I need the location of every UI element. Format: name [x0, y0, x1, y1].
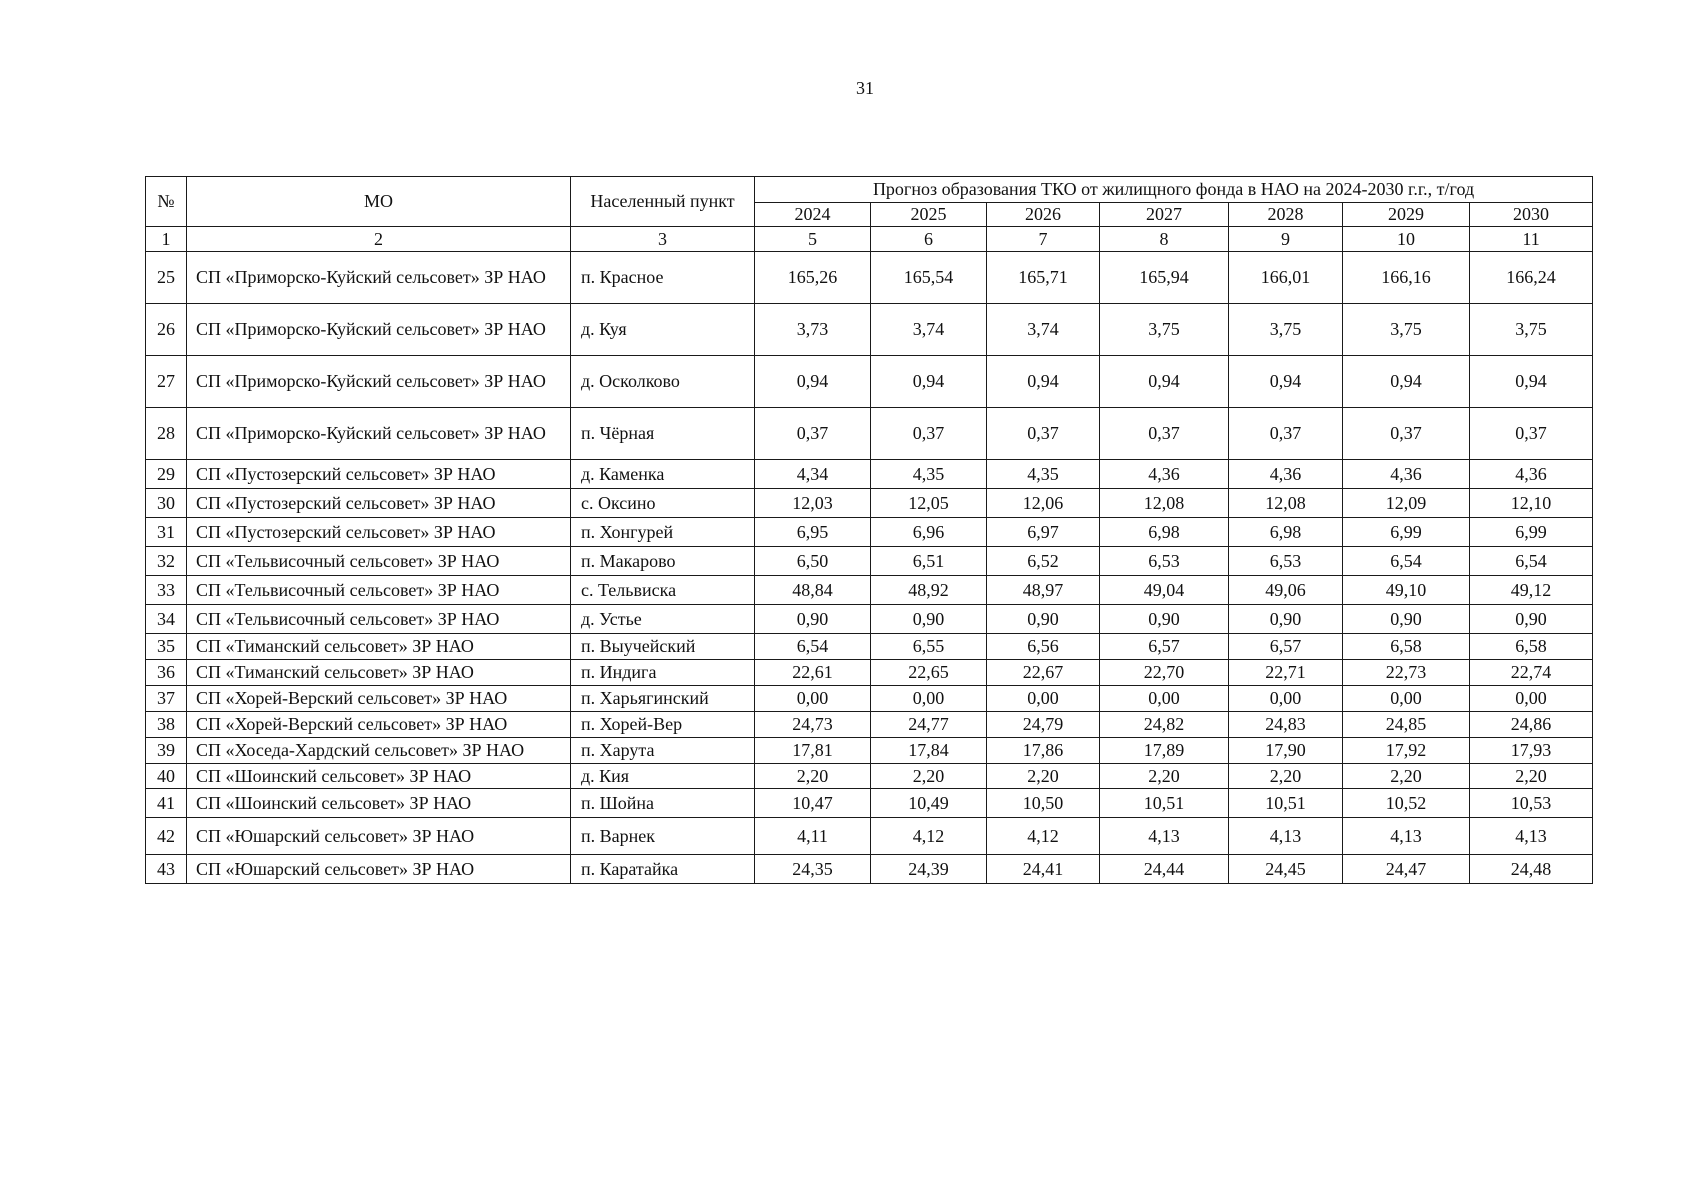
- forecast-value-cell: 2,20: [1229, 764, 1343, 789]
- page-number: 31: [856, 78, 874, 98]
- forecast-value-cell: 2,20: [1100, 764, 1229, 789]
- row-number: 32: [146, 547, 187, 576]
- forecast-value-cell: 0,90: [1470, 605, 1593, 634]
- municipality-cell: СП «Хорей-Верский сельсовет» ЗР НАО: [187, 712, 571, 738]
- forecast-value-cell: 3,75: [1100, 304, 1229, 356]
- forecast-value-cell: 165,71: [987, 252, 1100, 304]
- forecast-value-cell: 10,50: [987, 789, 1100, 818]
- forecast-value-cell: 6,56: [987, 634, 1100, 660]
- forecast-value-cell: 166,16: [1343, 252, 1470, 304]
- table-row: [146, 252, 1593, 304]
- row-number: 30: [146, 489, 187, 518]
- header-num: №: [146, 177, 187, 227]
- forecast-value-cell: 10,53: [1470, 789, 1593, 818]
- forecast-value-cell: 49,06: [1229, 576, 1343, 605]
- row-number: 25: [146, 252, 187, 304]
- municipality-cell: СП «Пустозерский сельсовет» ЗР НАО: [187, 489, 571, 518]
- column-index: 7: [987, 227, 1100, 252]
- forecast-value-cell: 24,83: [1229, 712, 1343, 738]
- column-index: 3: [571, 227, 755, 252]
- forecast-value-cell: 4,36: [1343, 460, 1470, 489]
- forecast-value-cell: 6,97: [987, 518, 1100, 547]
- locality-cell: п. Выучейский: [571, 634, 755, 660]
- forecast-value-cell: 3,75: [1470, 304, 1593, 356]
- table-row: [146, 408, 1593, 460]
- municipality-cell: СП «Приморско-Куйский сельсовет» ЗР НАО: [187, 356, 571, 408]
- header-year: 2025: [871, 203, 987, 227]
- forecast-value-cell: 0,37: [755, 408, 871, 460]
- forecast-value-cell: 4,13: [1229, 818, 1343, 855]
- table-header: [146, 177, 1593, 227]
- header-mo: МО: [187, 177, 571, 227]
- municipality-cell: СП «Шоинский сельсовет» ЗР НАО: [187, 764, 571, 789]
- forecast-value-cell: 12,03: [755, 489, 871, 518]
- forecast-value-cell: 17,93: [1470, 738, 1593, 764]
- forecast-value-cell: 6,99: [1470, 518, 1593, 547]
- forecast-value-cell: 48,97: [987, 576, 1100, 605]
- row-number: 28: [146, 408, 187, 460]
- forecast-value-cell: 6,98: [1229, 518, 1343, 547]
- column-index: 9: [1229, 227, 1343, 252]
- municipality-cell: СП «Тельвисочный сельсовет» ЗР НАО: [187, 605, 571, 634]
- forecast-value-cell: 6,98: [1100, 518, 1229, 547]
- forecast-value-cell: 24,77: [871, 712, 987, 738]
- table-row: [146, 789, 1593, 818]
- forecast-value-cell: 10,49: [871, 789, 987, 818]
- row-number: 34: [146, 605, 187, 634]
- forecast-value-cell: 49,04: [1100, 576, 1229, 605]
- forecast-value-cell: 12,10: [1470, 489, 1593, 518]
- forecast-value-cell: 6,58: [1343, 634, 1470, 660]
- locality-cell: д. Куя: [571, 304, 755, 356]
- row-number: 39: [146, 738, 187, 764]
- forecast-value-cell: 6,95: [755, 518, 871, 547]
- locality-cell: д. Каменка: [571, 460, 755, 489]
- municipality-cell: СП «Хорей-Верский сельсовет» ЗР НАО: [187, 686, 571, 712]
- column-index: 11: [1470, 227, 1593, 252]
- forecast-value-cell: 22,67: [987, 660, 1100, 686]
- header-year: 2024: [755, 203, 871, 227]
- forecast-value-cell: 24,85: [1343, 712, 1470, 738]
- forecast-value-cell: 4,36: [1229, 460, 1343, 489]
- table-row: [146, 660, 1593, 686]
- forecast-value-cell: 6,52: [987, 547, 1100, 576]
- header-year: 2029: [1343, 203, 1470, 227]
- forecast-value-cell: 24,41: [987, 855, 1100, 884]
- locality-cell: п. Хорей-Вер: [571, 712, 755, 738]
- municipality-cell: СП «Пустозерский сельсовет» ЗР НАО: [187, 460, 571, 489]
- row-number: 42: [146, 818, 187, 855]
- table-body: [146, 227, 1593, 884]
- forecast-value-cell: 12,08: [1100, 489, 1229, 518]
- forecast-value-cell: 4,36: [1100, 460, 1229, 489]
- forecast-value-cell: 0,90: [871, 605, 987, 634]
- forecast-value-cell: 24,86: [1470, 712, 1593, 738]
- header-locality: Населенный пункт: [571, 177, 755, 227]
- forecast-value-cell: 3,75: [1229, 304, 1343, 356]
- forecast-value-cell: 165,54: [871, 252, 987, 304]
- table-row: [146, 855, 1593, 884]
- municipality-cell: СП «Приморско-Куйский сельсовет» ЗР НАО: [187, 408, 571, 460]
- row-number: 27: [146, 356, 187, 408]
- forecast-value-cell: 0,90: [755, 605, 871, 634]
- column-index: 1: [146, 227, 187, 252]
- forecast-value-cell: 22,70: [1100, 660, 1229, 686]
- forecast-value-cell: 17,90: [1229, 738, 1343, 764]
- locality-cell: п. Хонгурей: [571, 518, 755, 547]
- forecast-value-cell: 0,94: [1470, 356, 1593, 408]
- forecast-value-cell: 0,37: [1229, 408, 1343, 460]
- forecast-value-cell: 4,36: [1470, 460, 1593, 489]
- row-number: 43: [146, 855, 187, 884]
- row-number: 38: [146, 712, 187, 738]
- table-row: [146, 576, 1593, 605]
- forecast-value-cell: 22,74: [1470, 660, 1593, 686]
- forecast-value-cell: 4,34: [755, 460, 871, 489]
- forecast-value-cell: 0,94: [1229, 356, 1343, 408]
- municipality-cell: СП «Шоинский сельсовет» ЗР НАО: [187, 789, 571, 818]
- forecast-value-cell: 17,81: [755, 738, 871, 764]
- forecast-value-cell: 0,37: [1100, 408, 1229, 460]
- table-row: [146, 818, 1593, 855]
- table-row: [146, 489, 1593, 518]
- forecast-value-cell: 24,45: [1229, 855, 1343, 884]
- forecast-value-cell: 4,35: [871, 460, 987, 489]
- header-year: 2030: [1470, 203, 1593, 227]
- forecast-value-cell: 0,37: [871, 408, 987, 460]
- table-row: [146, 605, 1593, 634]
- locality-cell: с. Оксино: [571, 489, 755, 518]
- forecast-value-cell: 0,37: [1343, 408, 1470, 460]
- forecast-value-cell: 0,90: [987, 605, 1100, 634]
- forecast-value-cell: 17,84: [871, 738, 987, 764]
- tko-forecast-table: [145, 176, 1593, 884]
- forecast-value-cell: 0,00: [755, 686, 871, 712]
- forecast-value-cell: 24,48: [1470, 855, 1593, 884]
- forecast-value-cell: 0,00: [1470, 686, 1593, 712]
- forecast-value-cell: 49,12: [1470, 576, 1593, 605]
- locality-cell: п. Красное: [571, 252, 755, 304]
- municipality-cell: СП «Юшарский сельсовет» ЗР НАО: [187, 855, 571, 884]
- forecast-value-cell: 0,00: [1100, 686, 1229, 712]
- forecast-value-cell: 166,01: [1229, 252, 1343, 304]
- locality-cell: п. Харьягинский: [571, 686, 755, 712]
- forecast-value-cell: 6,54: [1343, 547, 1470, 576]
- column-index: 10: [1343, 227, 1470, 252]
- forecast-value-cell: 6,57: [1100, 634, 1229, 660]
- table-row: [146, 764, 1593, 789]
- forecast-value-cell: 24,82: [1100, 712, 1229, 738]
- forecast-value-cell: 0,94: [1100, 356, 1229, 408]
- forecast-value-cell: 0,94: [755, 356, 871, 408]
- forecast-value-cell: 2,20: [1470, 764, 1593, 789]
- municipality-cell: СП «Тельвисочный сельсовет» ЗР НАО: [187, 547, 571, 576]
- table-row: [146, 304, 1593, 356]
- header-year: 2026: [987, 203, 1100, 227]
- forecast-value-cell: 12,06: [987, 489, 1100, 518]
- forecast-value-cell: 0,94: [871, 356, 987, 408]
- municipality-cell: СП «Приморско-Куйский сельсовет» ЗР НАО: [187, 252, 571, 304]
- forecast-value-cell: 2,20: [1343, 764, 1470, 789]
- forecast-value-cell: 24,73: [755, 712, 871, 738]
- forecast-value-cell: 6,99: [1343, 518, 1470, 547]
- forecast-value-cell: 24,79: [987, 712, 1100, 738]
- forecast-value-cell: 3,74: [871, 304, 987, 356]
- municipality-cell: СП «Тиманский сельсовет» ЗР НАО: [187, 634, 571, 660]
- forecast-value-cell: 24,39: [871, 855, 987, 884]
- forecast-value-cell: 3,73: [755, 304, 871, 356]
- forecast-value-cell: 6,51: [871, 547, 987, 576]
- forecast-value-cell: 4,13: [1100, 818, 1229, 855]
- column-index: 2: [187, 227, 571, 252]
- forecast-value-cell: 17,86: [987, 738, 1100, 764]
- locality-cell: д. Осколково: [571, 356, 755, 408]
- locality-cell: п. Харута: [571, 738, 755, 764]
- row-number: 31: [146, 518, 187, 547]
- forecast-value-cell: 24,35: [755, 855, 871, 884]
- row-number: 36: [146, 660, 187, 686]
- forecast-value-cell: 6,55: [871, 634, 987, 660]
- table-row: [146, 634, 1593, 660]
- forecast-value-cell: 24,44: [1100, 855, 1229, 884]
- locality-cell: п. Каратайка: [571, 855, 755, 884]
- forecast-value-cell: 6,53: [1100, 547, 1229, 576]
- forecast-value-cell: 12,09: [1343, 489, 1470, 518]
- forecast-value-cell: 6,57: [1229, 634, 1343, 660]
- forecast-value-cell: 4,12: [987, 818, 1100, 855]
- forecast-value-cell: 4,35: [987, 460, 1100, 489]
- forecast-value-cell: 6,96: [871, 518, 987, 547]
- forecast-value-cell: 17,92: [1343, 738, 1470, 764]
- forecast-value-cell: 48,84: [755, 576, 871, 605]
- locality-cell: п. Макарово: [571, 547, 755, 576]
- forecast-value-cell: 3,74: [987, 304, 1100, 356]
- table-row: [146, 712, 1593, 738]
- forecast-value-cell: 6,54: [1470, 547, 1593, 576]
- locality-cell: п. Варнек: [571, 818, 755, 855]
- table-row: [146, 547, 1593, 576]
- forecast-value-cell: 0,90: [1343, 605, 1470, 634]
- header-year: 2027: [1100, 203, 1229, 227]
- forecast-value-cell: 6,54: [755, 634, 871, 660]
- header-forecast: Прогноз образования ТКО от жилищного фонда в НАО на 2024-2030 г.г., т/год: [755, 177, 1593, 203]
- forecast-value-cell: 24,47: [1343, 855, 1470, 884]
- locality-cell: п. Чёрная: [571, 408, 755, 460]
- forecast-value-cell: 48,92: [871, 576, 987, 605]
- column-index: 8: [1100, 227, 1229, 252]
- forecast-value-cell: 3,75: [1343, 304, 1470, 356]
- forecast-value-cell: 0,37: [1470, 408, 1593, 460]
- forecast-value-cell: 10,51: [1100, 789, 1229, 818]
- municipality-cell: СП «Тельвисочный сельсовет» ЗР НАО: [187, 576, 571, 605]
- forecast-value-cell: 166,24: [1470, 252, 1593, 304]
- municipality-cell: СП «Хоседа-Хардский сельсовет» ЗР НАО: [187, 738, 571, 764]
- forecast-value-cell: 2,20: [871, 764, 987, 789]
- forecast-value-cell: 165,94: [1100, 252, 1229, 304]
- table-row: [146, 686, 1593, 712]
- forecast-value-cell: 6,53: [1229, 547, 1343, 576]
- forecast-value-cell: 10,47: [755, 789, 871, 818]
- forecast-value-cell: 0,90: [1100, 605, 1229, 634]
- table-row: [146, 738, 1593, 764]
- row-number: 41: [146, 789, 187, 818]
- forecast-value-cell: 2,20: [987, 764, 1100, 789]
- locality-cell: п. Индига: [571, 660, 755, 686]
- forecast-value-cell: 0,94: [1343, 356, 1470, 408]
- column-index: 6: [871, 227, 987, 252]
- forecast-value-cell: 0,94: [987, 356, 1100, 408]
- locality-cell: п. Шойна: [571, 789, 755, 818]
- forecast-value-cell: 22,71: [1229, 660, 1343, 686]
- locality-cell: д. Устье: [571, 605, 755, 634]
- table-row: [146, 356, 1593, 408]
- forecast-value-cell: 10,52: [1343, 789, 1470, 818]
- forecast-value-cell: 165,26: [755, 252, 871, 304]
- forecast-value-cell: 12,08: [1229, 489, 1343, 518]
- forecast-value-cell: 49,10: [1343, 576, 1470, 605]
- forecast-value-cell: 6,50: [755, 547, 871, 576]
- row-number: 35: [146, 634, 187, 660]
- table-row: [146, 518, 1593, 547]
- column-index-row: [146, 227, 1593, 252]
- row-number: 29: [146, 460, 187, 489]
- forecast-value-cell: 0,90: [1229, 605, 1343, 634]
- forecast-value-cell: 4,12: [871, 818, 987, 855]
- forecast-value-cell: 4,11: [755, 818, 871, 855]
- forecast-value-cell: 0,00: [987, 686, 1100, 712]
- table-row: [146, 460, 1593, 489]
- forecast-value-cell: 0,37: [987, 408, 1100, 460]
- municipality-cell: СП «Приморско-Куйский сельсовет» ЗР НАО: [187, 304, 571, 356]
- municipality-cell: СП «Пустозерский сельсовет» ЗР НАО: [187, 518, 571, 547]
- row-number: 40: [146, 764, 187, 789]
- column-index: 5: [755, 227, 871, 252]
- row-number: 26: [146, 304, 187, 356]
- forecast-value-cell: 6,58: [1470, 634, 1593, 660]
- forecast-value-cell: 4,13: [1470, 818, 1593, 855]
- forecast-value-cell: 0,00: [1343, 686, 1470, 712]
- forecast-value-cell: 0,00: [1229, 686, 1343, 712]
- forecast-value-cell: 22,73: [1343, 660, 1470, 686]
- locality-cell: с. Тельвиска: [571, 576, 755, 605]
- forecast-value-cell: 12,05: [871, 489, 987, 518]
- row-number: 37: [146, 686, 187, 712]
- municipality-cell: СП «Юшарский сельсовет» ЗР НАО: [187, 818, 571, 855]
- municipality-cell: СП «Тиманский сельсовет» ЗР НАО: [187, 660, 571, 686]
- forecast-value-cell: 22,61: [755, 660, 871, 686]
- forecast-value-cell: 2,20: [755, 764, 871, 789]
- forecast-value-cell: 4,13: [1343, 818, 1470, 855]
- locality-cell: д. Кия: [571, 764, 755, 789]
- header-year: 2028: [1229, 203, 1343, 227]
- forecast-value-cell: 0,00: [871, 686, 987, 712]
- forecast-value-cell: 10,51: [1229, 789, 1343, 818]
- forecast-value-cell: 22,65: [871, 660, 987, 686]
- row-number: 33: [146, 576, 187, 605]
- forecast-value-cell: 17,89: [1100, 738, 1229, 764]
